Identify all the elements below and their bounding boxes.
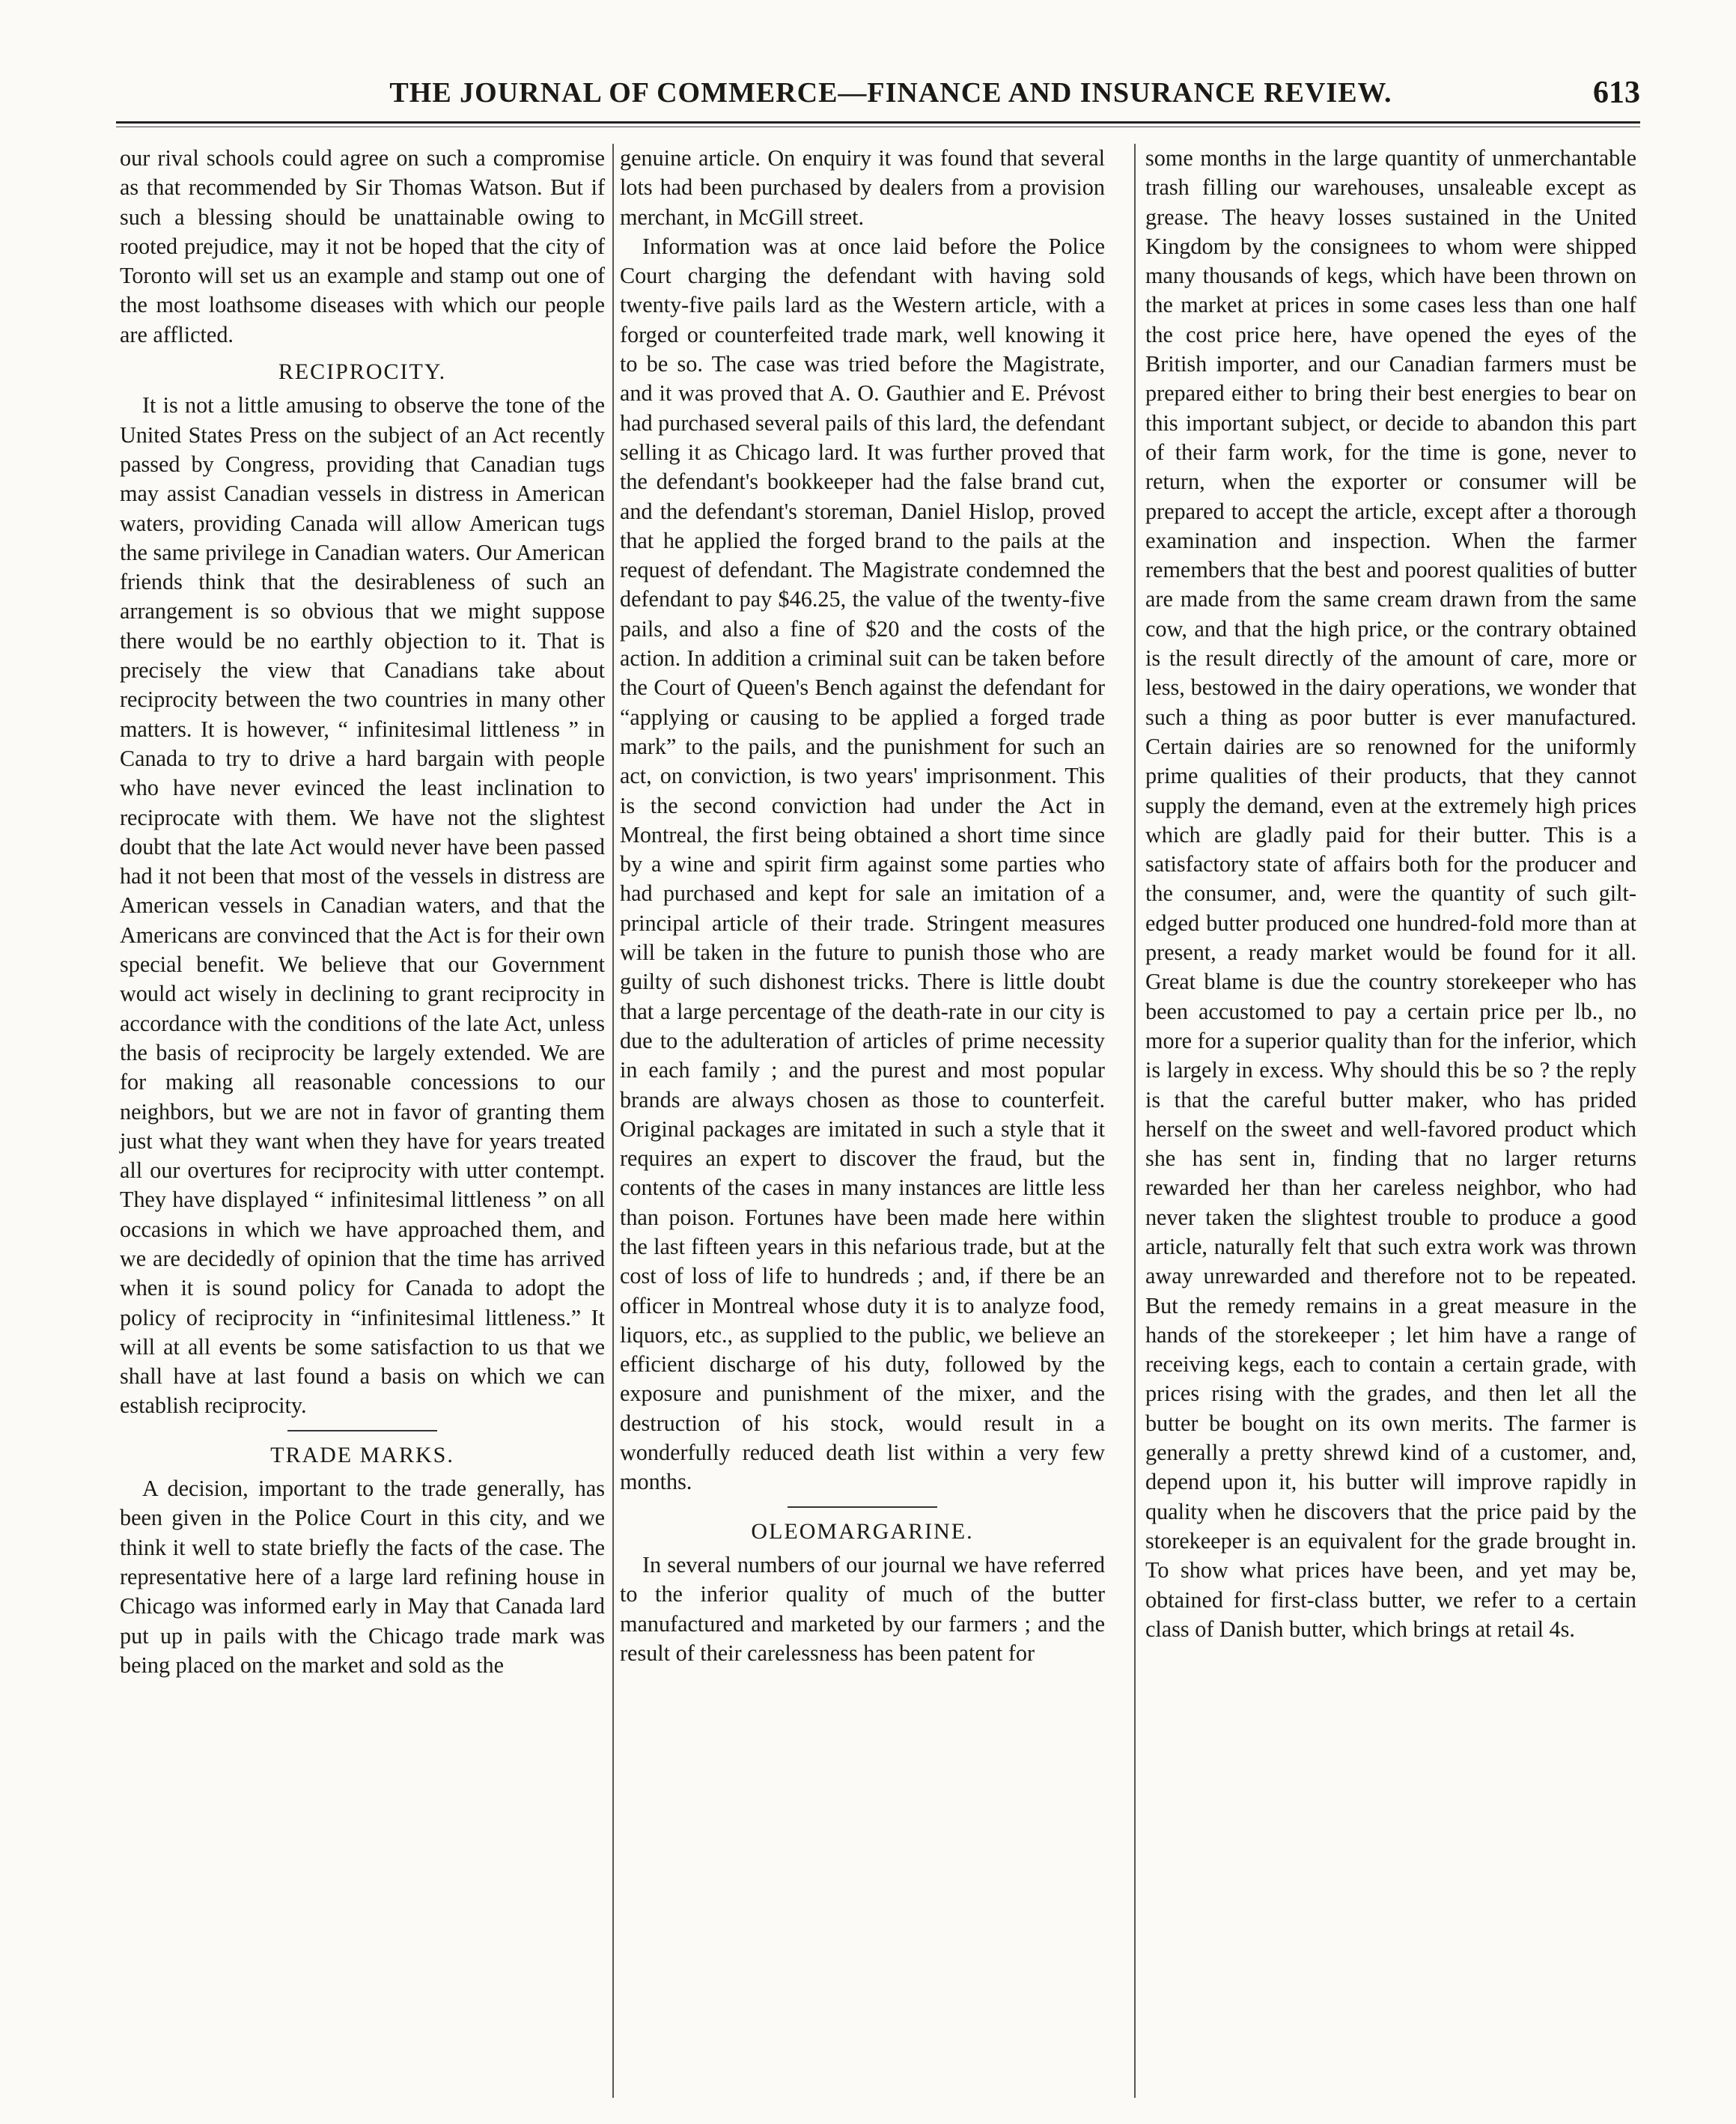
section-heading-oleomargarine: OLEOMARGARINE. [751, 1518, 974, 1544]
journal-header-title: THE JOURNAL OF COMMERCE—FINANCE AND INSURANCE REVIEW. [389, 77, 1392, 109]
column-3 [1145, 144, 1636, 1644]
column-divider [612, 144, 614, 2098]
section-separator [788, 1506, 937, 1508]
paragraph: In several numbers of our journal we have referred to the inferior quality of much of the butter manufactured and marketed by our farmers ; and the result of their carelessness has been patent for [620, 1551, 1105, 1666]
section-heading-trade-marks: TRADE MARKS. [270, 1442, 454, 1467]
column-divider [1134, 144, 1136, 2098]
header-rule [116, 121, 1640, 127]
section-separator [287, 1430, 437, 1431]
paragraph: some months in the large quantity of unmerchantable trash filling our warehouses, unsaleable except as grease. The heavy losses sustained in the United Kingdom by the consignees to whom were shipped many thousands of kegs, which have been thrown on the market at prices in some cases less than one half the cost price here, have opened the eyes of the British importer, and our Canadian farmers must be prepared either to bring their best energies to bear on this important subject, or decide to abandon this part of their farm work, for the time is gone, never to return, when the exporter or consumer will be prepared to accept the article, except after a thorough examination and inspection. When the farmer remembers that the best and poorest qualities of butter are made from the same cream drawn from the same cow, and that the high price, or the contrary obtained is the result directly of the amount of care, more or less, bestowed in the dairy operations, we wonder that such a thing as poor butter is ever manufactured. Certain dairies are so renowned for the uniformly prime qualities of their products, that they cannot supply the demand, even at the extremely high prices which are gladly paid for their butter. This is a satisfactory state of affairs both for the producer and the consumer, and, were the quantity of such gilt-edged butter produced one hundred-fold more than at present, a ready market would be found for it all. Great blame is due the country storekeeper who has been accustomed to pay a certain price per lb., no more for a superior quality than for the inferior, which is largely in excess. Why should this be so ? the reply is that the careful butter maker, who has prided herself on the sweet and well-favored product which she has sent in, finding that no larger returns rewarded her than her careless neighbor, who had never taken the slightest trouble to produce a good article, naturally felt that such extra work was thrown away unrewarded and therefore not to be repeated. But the remedy remains in a great measure in the hands of the storekeeper ; let him have a range of receiving kegs, each to contain a certain grade, with prices rising with the grades, and then let all the butter be bought on its own merits. The farmer is generally a pretty shrewd kind of a customer, and, depend upon it, his butter will improve rapidly in quality when he discovers that the price paid by the storekeeper is an equivalent for the grade brought in. To show what prices have been, and yet may be, obtained for first-class butter, we refer to a certain class of Danish butter, which brings at retail 4s. [1145, 145, 1636, 1642]
paragraph: genuine article. On enquiry it was found that several lots had been purchased by dealers from a provision merchant, in McGill street. [620, 145, 1105, 230]
page-number: 613 [1593, 76, 1640, 110]
paragraph: It is not a little amusing to observe the tone of the United States Press on the subject of an Act recently passed by Congress, providing that Canadian tugs may assist Canadian vessels in distress in American waters, providing Canada will allow American tugs the same privilege in Canadian waters. Our American friends think that the desirableness of such an arrangement is so obvious that we might suppose there would be no earthly objection to it. That is precisely the view that Canadians take about reciprocity between the two countries in many other matters. It is however, “ infinitesimal littleness ” in Canada to try to drive a hard bargain with people who have never evinced the least inclination to reciprocate with them. We have not the slightest doubt that the late Act would never have been passed had it not been that most of the vessels in distress are American vessels in Canadian waters, and that the Americans are convinced that the Act is for their own special benefit. We believe that our Government would act wisely in declining to grant reciprocity in accordance with the conditions of the late Act, unless the basis of reciprocity be largely extended. We are for making all reasonable concessions to our neighbors, but we are not in favor of granting them just what they want when they have for years treated all our overtures for reciprocity with utter contempt. They have displayed “ infinitesimal littleness ” on all occasions in which we have approached them, and we are decidedly of opinion that the time has arrived when it is sound policy for Canada to adopt the policy of reciprocity in “infinitesimal littleness.” It will at all events be some satisfaction to us that we shall have at last found a basis on which we can establish reciprocity. [120, 392, 605, 1419]
paragraph: our rival schools could agree on such a compromise as that recommended by Sir Thomas Watson. But if such a blessing should be unattainable owing to rooted prejudice, may it not be hoped that the city of Toronto will set us an example and stamp out one of the most loathsome diseases with which our people are afflicted. [120, 145, 605, 347]
paragraph: A decision, important to the trade generally, has been given in the Police Court in this city, and we think it well to state briefly the facts of the case. The representative here of a large lard refining house in Chicago was informed early in May that Canada lard put up in pails with the Chicago trade mark was being placed on the market and sold as the [120, 1476, 605, 1678]
section-heading-reciprocity: RECIPROCITY. [278, 359, 447, 385]
column-1 [120, 144, 605, 1680]
column-2 [620, 144, 1105, 1668]
paragraph: Information was at once laid before the Police Court charging the defendant with having sold twenty-five pails lard as the Western article, with a forged or counterfeited trade mark, well knowing it to be so. The case was tried before the Magistrate, and it was proved that A. O. Gauthier and E. Prévost had purchased several pails of this lard, the defendant selling it as Chicago lard. It was further proved that the defendant's bookkeeper had the false brand cut, and the defendant's storeman, Daniel Hislop, proved that he applied the forged brand to the pails at the request of defendant. The Magistrate condemned the defendant to pay $46.25, the value of the twenty-five pails, and also a fine of $20 and the costs of the action. In addition a criminal suit can be taken before the Court of Queen's Bench against the defendant for “applying or causing to be applied a forged trade mark” to the pails, and the punishment for such an act, on conviction, is two years' imprisonment. This is the second conviction had under the Act in Montreal, the first being obtained a short time since by a wine and spirit firm against some parties who had purchased and kept for sale an imitation of a principal article of their trade. Stringent measures will be taken in the future to punish those who are guilty of such dishonest tricks. There is little doubt that a large percentage of the death-rate in our city is due to the adulteration of articles of prime necessity in each family ; and the purest and most popular brands are always chosen as those to counterfeit. Original packages are imitated in such a style that it requires an expert to discover the fraud, but the contents of the cases in many instances are little less than poison. Fortunes have been made here within the last fifteen years in this nefarious trade, but at the cost of loss of life to hundreds ; and, if there be an officer in Montreal whose duty it is to analyze food, liquors, etc., as supplied to the public, we believe an efficient discharge of his duty, followed by the exposure and punishment of the mixer, and the destruction of his stock, would result in a wonderfully reduced death list within a very few months. [620, 233, 1105, 1495]
